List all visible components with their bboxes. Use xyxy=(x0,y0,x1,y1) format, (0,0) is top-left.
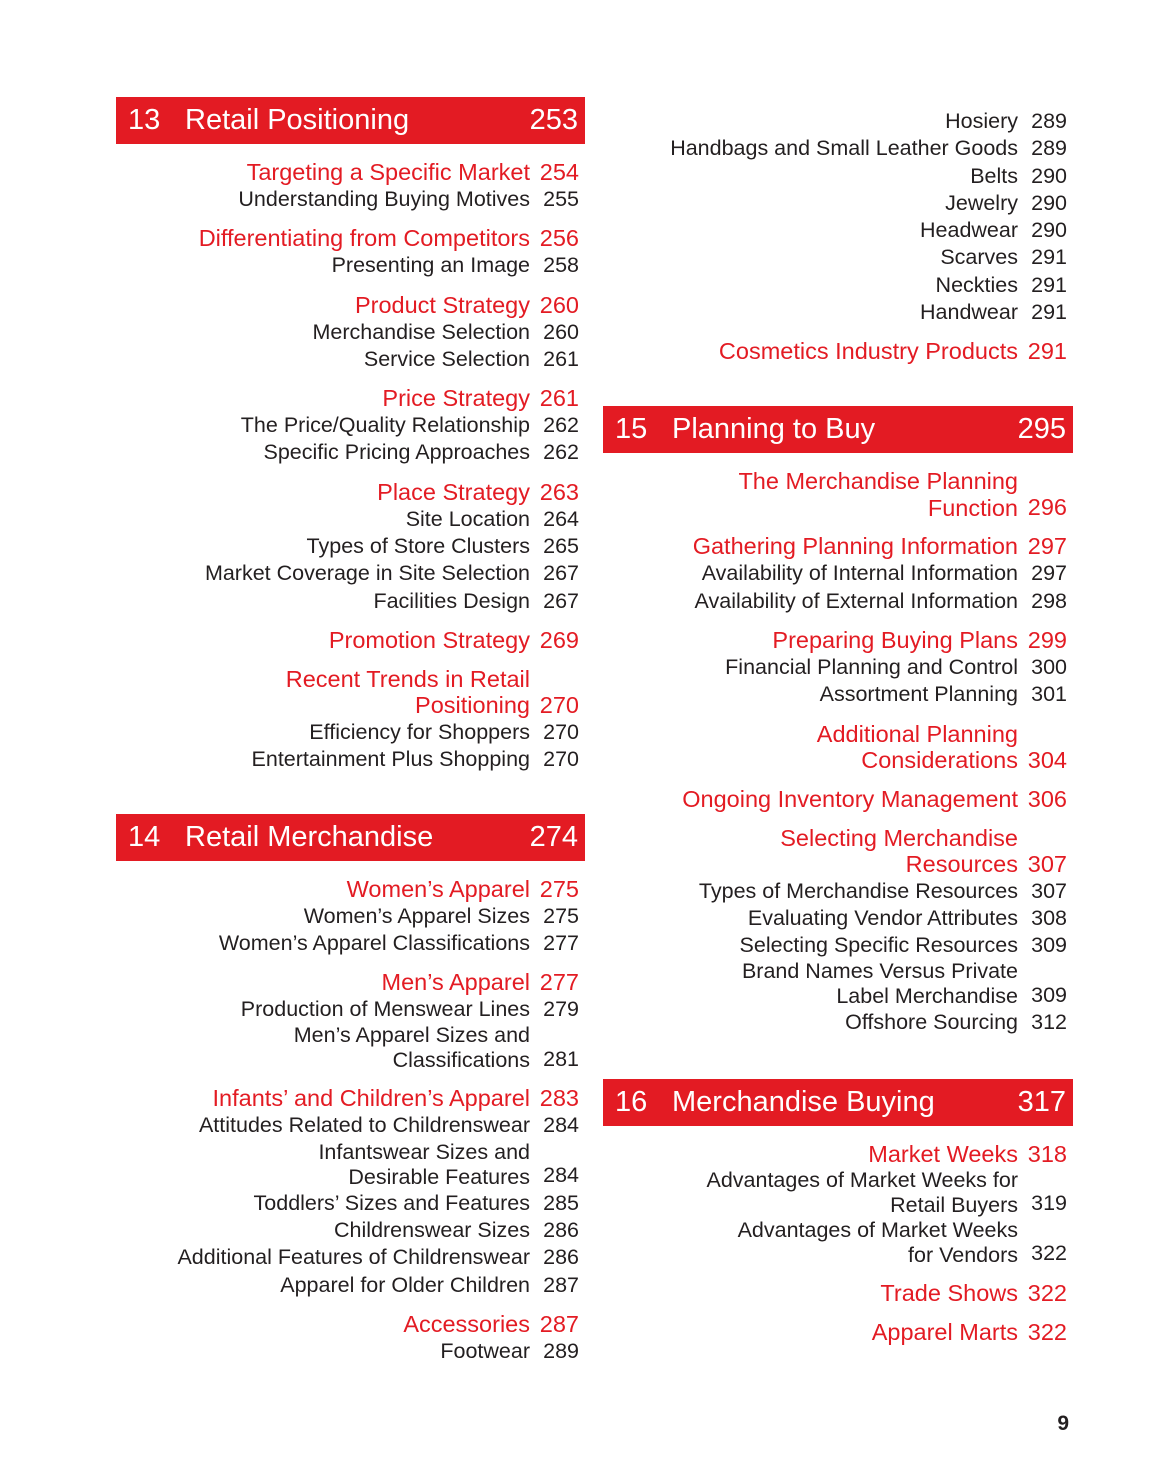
toc-section: Market Weeks 318 xyxy=(868,1140,1067,1167)
toc-subsection: Merchandise Selection 260 xyxy=(312,319,579,344)
toc-subsection: Apparel for Older Children 287 xyxy=(280,1272,579,1297)
chapter-number: 13 xyxy=(128,104,161,136)
toc-section: Infants’ and Children’s Apparel 283 xyxy=(212,1085,579,1112)
toc-section: Women’s Apparel 275 xyxy=(346,875,579,902)
chapter-title: Retail Positioning xyxy=(185,104,410,136)
toc-subsection: Specific Pricing Approaches 262 xyxy=(263,440,579,465)
toc-subsection: Hosiery 289 xyxy=(945,109,1067,133)
toc-section: Preparing Buying Plans 299 xyxy=(772,626,1067,653)
chapter-13-entries xyxy=(116,144,585,774)
toc-subsection: Offshore Sourcing 312 xyxy=(845,1010,1067,1035)
toc-section: Product Strategy 260 xyxy=(354,291,579,318)
toc-right-column xyxy=(603,108,1073,1346)
toc-subsection: Assortment Planning 301 xyxy=(819,682,1067,707)
toc-subsection: Belts 290 xyxy=(970,163,1067,188)
toc-subsection: Selecting Specific Resources 309 xyxy=(739,933,1067,958)
toc-subsection: Understanding Buying Motives 255 xyxy=(238,187,579,211)
chapter-15-heading xyxy=(603,406,1073,453)
toc-subsection: Market Coverage in Site Selection 267 xyxy=(204,561,579,586)
chapter-page: 274 xyxy=(529,820,578,853)
toc-subsection: Evaluating Vendor Attributes 308 xyxy=(747,905,1067,930)
toc-section: Cosmetics Industry Products 291 xyxy=(718,338,1067,365)
toc-subsection: Availability of External Information 298 xyxy=(694,588,1067,613)
toc-subsection: Advantages of Market Weeks for Retail Buyers 319 xyxy=(706,1167,1067,1217)
toc-section: Selecting Merchandise Resources 307 xyxy=(780,824,1067,878)
toc-subsection: The Price/Quality Relationship 262 xyxy=(240,413,579,438)
chapter-14-heading xyxy=(116,814,585,861)
toc-section: Apparel Marts 322 xyxy=(871,1318,1067,1345)
chapter-page: 253 xyxy=(529,104,578,136)
chapter-14 xyxy=(116,814,585,1366)
toc-subsection: Entertainment Plus Shopping 270 xyxy=(251,747,579,772)
toc-subsection: Types of Store Clusters 265 xyxy=(306,534,579,559)
chapter-13 xyxy=(116,97,585,774)
toc-subsection: Facilities Design 267 xyxy=(373,588,579,613)
chapter-13-heading xyxy=(116,97,585,144)
toc-section: Men’s Apparel 277 xyxy=(381,969,579,996)
toc-section: Differentiating from Competitors 256 xyxy=(198,225,579,252)
toc-subsection: Neckties 291 xyxy=(935,272,1067,297)
toc-subsection: Financial Planning and Control 300 xyxy=(725,654,1067,679)
toc-subsection: Childrenswear Sizes 286 xyxy=(334,1218,579,1243)
toc-section: Promotion Strategy 269 xyxy=(328,626,579,653)
chapter-title: Merchandise Buying xyxy=(672,1085,935,1118)
toc-subsection: Attitudes Related to Childrenswear 284 xyxy=(198,1113,579,1138)
page-number: 9 xyxy=(1057,1412,1069,1435)
chapter-page: 295 xyxy=(1017,413,1066,446)
toc-subsection: Men’s Apparel Sizes and Classifications 281 xyxy=(293,1023,579,1073)
toc-subsection: Service Selection 261 xyxy=(363,346,579,371)
chapter-title: Retail Merchandise xyxy=(185,820,434,853)
toc-subsection: Women’s Apparel Sizes 275 xyxy=(303,903,579,928)
chapter-page: 317 xyxy=(1017,1085,1066,1118)
chapter-16 xyxy=(603,1079,1073,1346)
chapter-14-entries xyxy=(116,861,585,1366)
toc-subsection: Headwear 290 xyxy=(920,218,1067,243)
toc-section: Price Strategy 261 xyxy=(382,385,579,412)
toc-subsection: Presenting an Image 258 xyxy=(331,253,579,278)
chapter-15 xyxy=(603,406,1073,1036)
toc-subsection: Advantages of Market Weeks for Vendors 322 xyxy=(737,1217,1067,1267)
toc-subsection: Brand Names Versus Private Label Merchandise 309 xyxy=(741,959,1067,1009)
toc-subsection: Additional Features of Childrenswear 286 xyxy=(177,1245,579,1270)
toc-subsection: Site Location 264 xyxy=(405,506,579,531)
toc-section: Gathering Planning Information 297 xyxy=(692,533,1067,560)
toc-subsection: Availability of Internal Information 297 xyxy=(701,561,1067,586)
chapter-number: 16 xyxy=(615,1085,648,1118)
toc-subsection: Handbags and Small Leather Goods 289 xyxy=(670,136,1067,161)
chapter-number: 15 xyxy=(615,413,648,446)
toc-section: Ongoing Inventory Management 306 xyxy=(682,785,1067,812)
chapter-number: 14 xyxy=(128,820,161,853)
toc-subsection: Efficiency for Shoppers 270 xyxy=(309,719,579,744)
toc-section: Accessories 287 xyxy=(403,1310,579,1337)
toc-section: Place Strategy 263 xyxy=(377,478,579,505)
toc-subsection: Toddlers’ Sizes and Features 285 xyxy=(253,1190,579,1215)
toc-subsection: Production of Menswear Lines 279 xyxy=(240,997,579,1022)
toc-section: Additional Planning Considerations 304 xyxy=(816,720,1067,774)
chapter-16-heading xyxy=(603,1079,1073,1126)
chapter-15-entries xyxy=(603,453,1073,1036)
toc-subsection: Scarves 291 xyxy=(940,245,1067,270)
toc-subsection: Infantswear Sizes and Desirable Features 284 xyxy=(318,1139,579,1189)
toc-subsection: Handwear 291 xyxy=(920,300,1067,325)
chapter-16-entries xyxy=(603,1126,1073,1346)
toc-section: Trade Shows 322 xyxy=(880,1279,1067,1306)
toc-subsection: Footwear 289 xyxy=(440,1338,579,1363)
toc-subsection: Women’s Apparel Classifications 277 xyxy=(218,930,579,955)
toc-left-column xyxy=(116,97,585,1365)
toc-section: Targeting a Specific Market 254 xyxy=(246,159,579,185)
toc-subsection: Types of Merchandise Resources 307 xyxy=(698,878,1067,903)
toc-section: Recent Trends in Retail Positioning 270 xyxy=(285,665,579,719)
toc-subsection: Jewelry 290 xyxy=(945,190,1067,215)
chapter-14-entries-continued xyxy=(603,108,1073,365)
toc-section: The Merchandise Planning Function 296 xyxy=(738,468,1067,521)
chapter-title: Planning to Buy xyxy=(672,413,876,446)
